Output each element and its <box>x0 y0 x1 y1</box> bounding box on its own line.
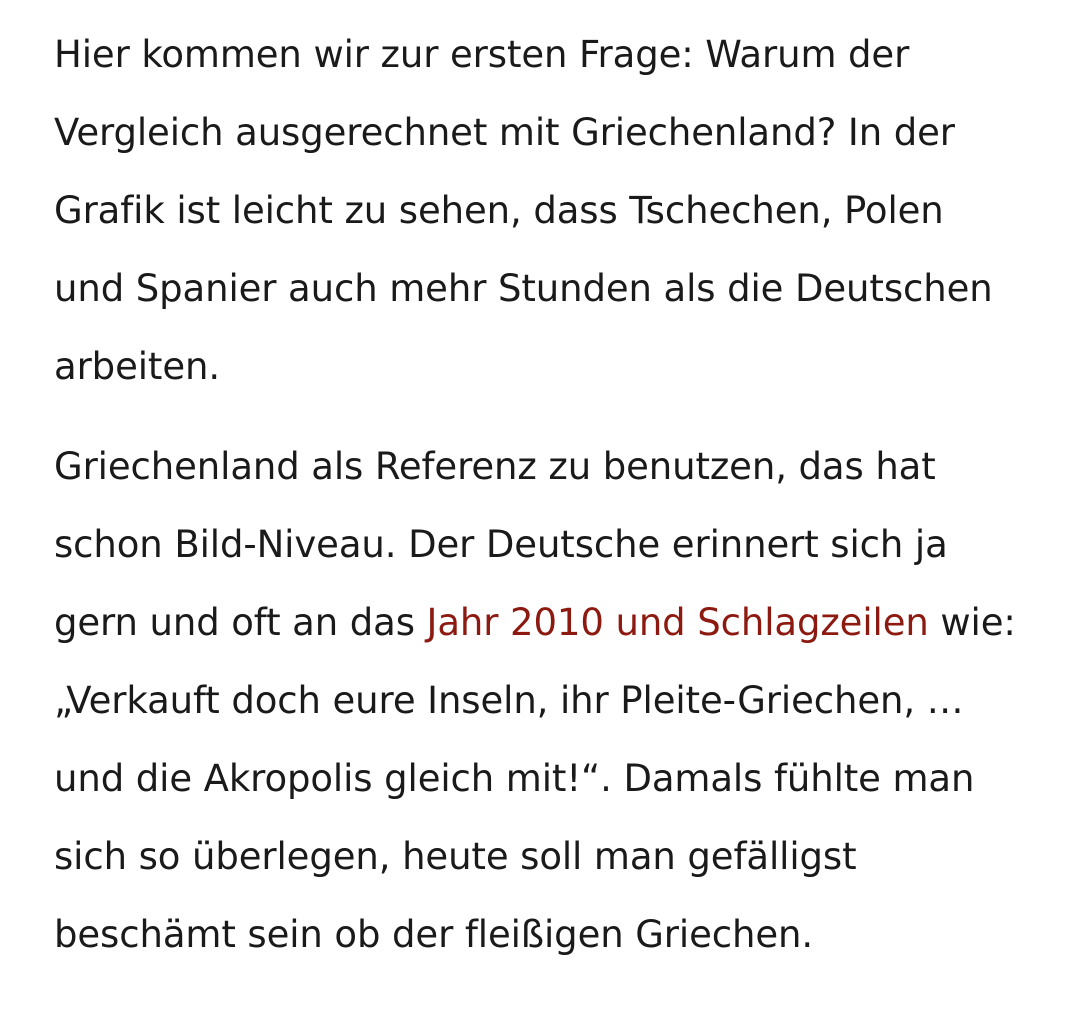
inline-link-jahr-2010[interactable]: Jahr 2010 und Schlagzeilen <box>426 601 929 644</box>
paragraph-2-text-after-link: wie: „Verkauft doch eure Inseln, ihr Pleite-Griechen, … und die Akropolis gleich mit!“. Damals fühlte man sich so überlegen, heute soll man gefälligst beschämt sein ob der fleißigen Griechen. <box>54 601 1016 956</box>
paragraph-2-text-before-link: Griechenland als Referenz zu benutzen, das hat schon Bild-Niveau. Der Deutsche erinnert sich ja gern und oft an das <box>54 445 948 644</box>
paragraph-1: Hier kommen wir zur ersten Frage: Warum der Vergleich ausgerechnet mit Griechenland? In der Grafik ist leicht zu sehen, dass Tschechen, Polen und Spanier auch mehr Stunden als die Deutschen arbeiten. <box>54 33 993 388</box>
paragraph-2 <box>54 428 1020 974</box>
